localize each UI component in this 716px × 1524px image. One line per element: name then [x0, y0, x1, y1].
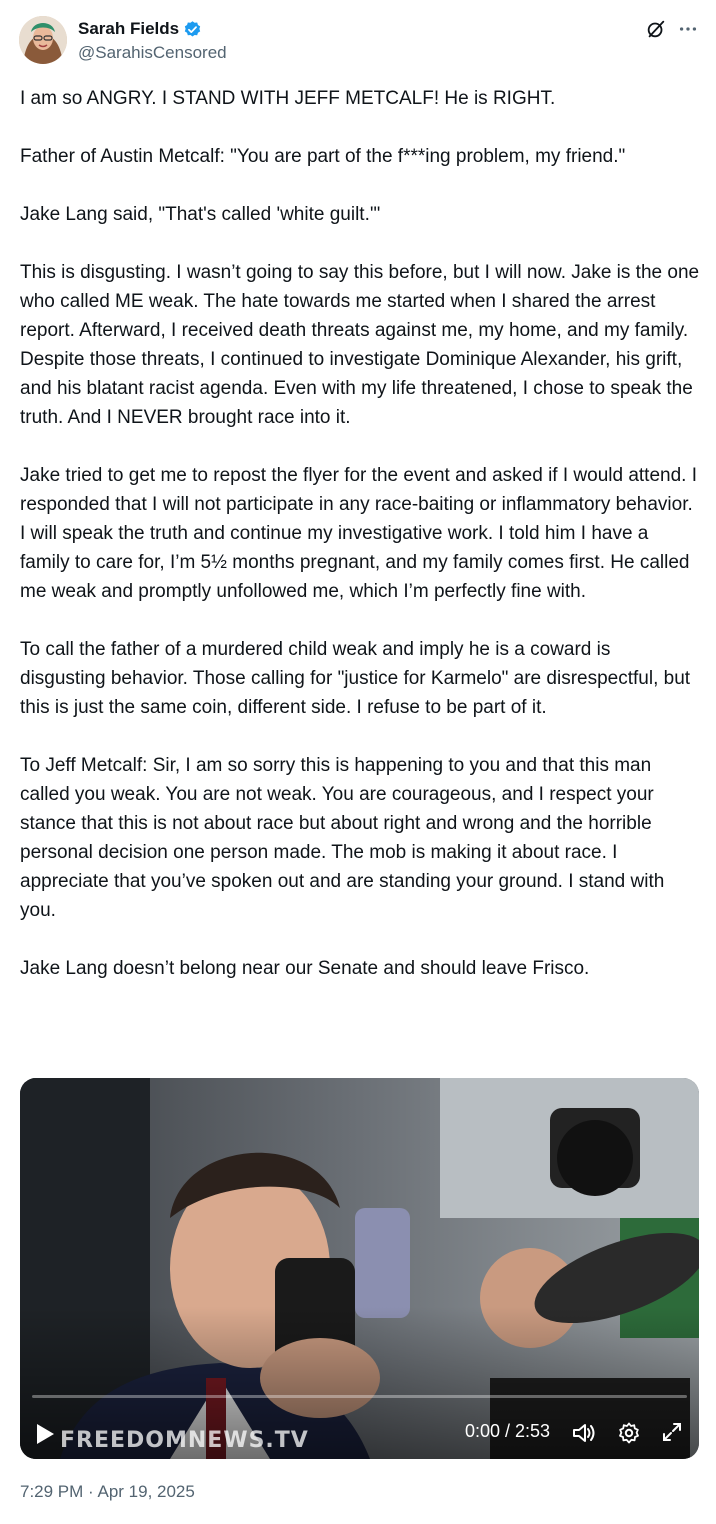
avatar-image — [19, 16, 67, 64]
tweet-paragraph: Jake Lang doesn’t belong near our Senate and should leave Frisco. — [20, 958, 590, 979]
avatar[interactable] — [19, 16, 67, 64]
tweet-paragraph: Jake tried to get me to repost the flyer for the event and asked if I would attend. I responded that I will not participate in any race-baiting or inflammatory behavior. I will speak the truth and continue my investigative work. I told him I have a family to care for, I’m 5½ months pregnant, and my family comes first. He called me weak and promptly unfollowed me, which I’m perfectly fine with. — [20, 465, 697, 602]
tweet-header — [0, 0, 716, 80]
fullscreen-icon[interactable] — [661, 1421, 683, 1443]
video-frame — [20, 1078, 699, 1459]
video-watermark: FREEDOMNEWS.TV — [60, 1428, 309, 1453]
tweet-paragraph: I am so ANGRY. I STAND WITH JEFF METCALF! He is RIGHT. — [20, 88, 556, 109]
display-name[interactable]: Sarah Fields — [78, 19, 180, 38]
tweet-body — [20, 84, 700, 983]
video-time: 0:00 / 2:53 — [465, 1421, 551, 1441]
tweet-paragraph: Jake Lang said, "That's called 'white guilt.'" — [20, 204, 381, 225]
video-progress-bar[interactable] — [32, 1395, 687, 1398]
tweet-paragraph: This is disgusting. I wasn’t going to say this before, but I will now. Jake is the one who called ME weak. The hate towards me started when I shared the arrest report. Afterward, I received death threats against me, my home, and my family. Despite those threats, I continued to investigate Dominique Alexander, his grift, and his blatant racist agenda. Even with my life threatened, I chose to speak the truth. And I NEVER brought race into it. — [20, 262, 700, 428]
user-handle[interactable]: @SarahisCensored — [78, 43, 227, 62]
tweet-paragraph: To Jeff Metcalf: Sir, I am so sorry this is happening to you and that this man called you weak. You are not weak. You are courageous, and I respect your stance that this is not about race but about right and wrong and the horrible personal decision one person made. The mob is making it about race. I appreciate that you’ve spoken out and are standing your ground. I stand with you. — [20, 755, 665, 921]
tweet-paragraph: Father of Austin Metcalf: "You are part of the f***ing problem, my friend." — [20, 146, 626, 167]
grok-icon[interactable] — [645, 18, 667, 40]
more-options-icon[interactable] — [677, 18, 699, 40]
volume-icon[interactable] — [571, 1421, 597, 1445]
video-player[interactable] — [20, 1078, 699, 1459]
tweet-paragraph: To call the father of a murdered child weak and imply he is a coward is disgusting behavior. Those calling for "justice for Karmelo" are disrespectful, but this is just the same coin, different side. I refuse to be part of it. — [20, 639, 691, 718]
tweet-timestamp[interactable]: 7:29 PM · Apr 19, 2025 — [20, 1482, 195, 1501]
verified-badge-icon — [183, 20, 202, 39]
play-icon[interactable] — [34, 1422, 56, 1446]
settings-gear-icon[interactable] — [617, 1421, 641, 1445]
